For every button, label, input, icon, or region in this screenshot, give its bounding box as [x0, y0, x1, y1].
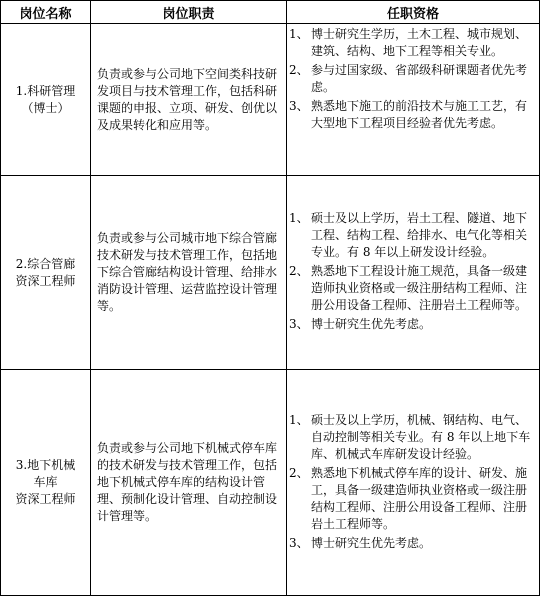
qualifications-list: [289, 26, 535, 132]
item-number: 2、: [289, 264, 309, 278]
header-row: [1, 1, 540, 24]
item-number: 3、: [289, 535, 309, 550]
item-number: 3、: [289, 317, 309, 331]
position-name-line: 3.地下机械: [15, 458, 76, 472]
item-number: 2、: [289, 465, 309, 480]
table-row: [1, 24, 540, 176]
list-item: [289, 26, 535, 60]
item-text: 参与过国家级、省部级科研课题者优先考虑。: [311, 63, 528, 94]
item-number: 1、: [289, 412, 309, 427]
item-text: 熟悉地下工程设计施工规范，具备一级建造师执业资格或一级注册结构工程师、注册公用设备工程师、注册岩土工程师等。: [311, 264, 528, 312]
header-position-name: 岗位名称: [1, 1, 91, 24]
item-text: 硕士及以上学历，机械、钢结构、电气、自动控制等相关专业。有 8 年以上地下车库、机械式车库研发设计经验。: [311, 412, 531, 461]
item-number: 1、: [289, 27, 309, 41]
position-name-cell: [1, 24, 91, 176]
position-name-line: （博士）: [21, 100, 70, 115]
position-name-line: 资深工程师: [15, 492, 76, 506]
qualifications-list: [289, 210, 535, 333]
table-row: [1, 370, 540, 596]
item-text: 博士研究生学历，土木工程、城市规划、建筑、结构、地下工程等相关专业。: [311, 27, 528, 58]
header-qualifications: 任职资格: [287, 1, 540, 24]
header-position-duty: 岗位职责: [91, 1, 287, 24]
position-duty-cell: 负责或参与公司地下空间类科技研发项目与技术管理工作，包括科研课题的申报、立项、研发、创优以及成果转化和应用等。: [91, 24, 287, 176]
list-item: [289, 465, 535, 533]
position-name-line: 1.科研管理: [15, 83, 76, 98]
item-text: 硕士及以上学历，岩土工程、隧道、地下工程、结构工程、给排水、电气化等相关专业。有 8 年以上研发设计经验。: [311, 211, 528, 259]
item-number: 3、: [289, 99, 309, 113]
list-item: [289, 316, 535, 333]
list-item: [289, 263, 535, 314]
qualifications-cell: [287, 176, 540, 370]
item-text: 博士研究生优先考虑。: [311, 535, 432, 550]
item-text: 熟悉地下机械式停车库的设计、研发、施工，具备一级建造师执业资格或一级注册结构工程师、注册公用设备工程师、注册岩土工程师等。: [311, 465, 528, 531]
item-text: 熟悉地下施工的前沿技术与施工工艺，有大型地下工程项目经验者优先考虑。: [311, 99, 528, 130]
position-name-line: 车库: [33, 475, 58, 489]
qualifications-cell: [287, 24, 540, 176]
position-duty-cell: 负责或参与公司城市地下综合管廊技术研发与技术管理工作，包括地下综合管廊结构设计管理、给排水消防设计管理、运营监控设计管理等。: [91, 176, 287, 370]
qualifications-list: [289, 412, 535, 552]
list-item: [289, 535, 535, 552]
list-item: [289, 62, 535, 96]
position-duty-cell: 负责或参与公司地下机械式停车库的技术研发与技术管理工作，包括地下机械式停车库的结构设计管理、预制化设计管理、自动控制设计管理等。: [91, 370, 287, 596]
position-name-line: 资深工程师: [15, 273, 76, 288]
item-text: 博士研究生优先考虑。: [311, 317, 432, 331]
qualifications-cell: [287, 370, 540, 596]
position-name-cell: [1, 176, 91, 370]
item-number: 2、: [289, 63, 309, 77]
item-number: 1、: [289, 211, 309, 225]
table-row: [1, 176, 540, 370]
position-name-cell: [1, 370, 91, 596]
position-name-line: 2.综合管廊: [15, 256, 76, 271]
list-item: [289, 210, 535, 261]
list-item: [289, 412, 535, 463]
list-item: [289, 98, 535, 132]
